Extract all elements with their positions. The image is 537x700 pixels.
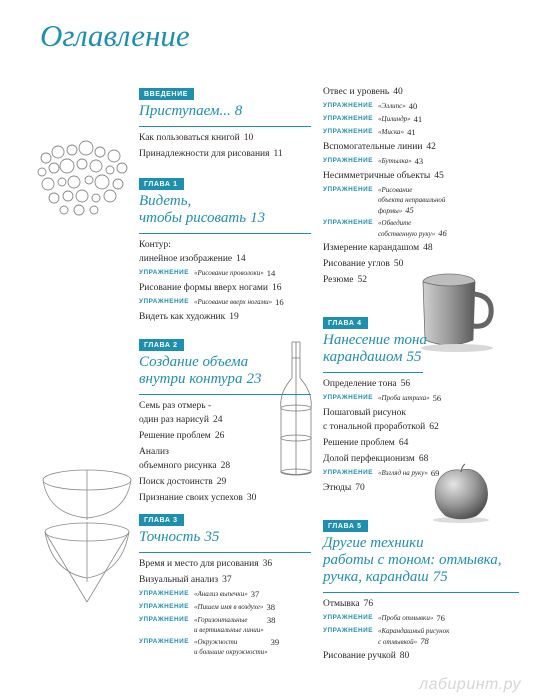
entry-page: 46 — [438, 228, 447, 238]
exercise-entry[interactable] — [323, 613, 519, 624]
chapter-title-link[interactable] — [139, 529, 311, 546]
exercise-label: УПРАЖНЕНИЕ — [323, 614, 374, 621]
entry-text: Решение проблем — [139, 431, 211, 441]
entry-text: с тональной проработкой — [323, 422, 426, 432]
divider — [139, 233, 311, 234]
toc-entry[interactable] — [139, 238, 311, 266]
entry-page: 43 — [414, 156, 424, 166]
chapter-3-continued — [323, 83, 519, 287]
entry-text: Признание своих успехов — [139, 493, 243, 503]
entry-page: 29 — [216, 477, 227, 487]
entry-text: Визуальный анализ — [139, 575, 219, 585]
exercise-text: «Анализ выпечки» — [194, 590, 248, 598]
toc-entry[interactable] — [323, 169, 519, 183]
entry-page: 56 — [400, 379, 411, 389]
entry-text: Измерение карандашом — [323, 243, 420, 253]
exercise-text — [194, 615, 264, 635]
chapter-badge: ГЛАВА 5 — [323, 520, 368, 532]
entry-page: 38 — [266, 615, 276, 625]
toc-entry[interactable] — [323, 85, 519, 99]
chapter-title-line: карандашом — [323, 349, 403, 365]
entry-page: 69 — [430, 468, 440, 478]
toc-entry[interactable] — [139, 131, 311, 145]
exercise-entry[interactable] — [323, 114, 519, 125]
toc-entry[interactable] — [139, 573, 311, 587]
entry-text: Рисование формы вверх ногами — [139, 283, 269, 293]
chapter-title-link[interactable] — [323, 332, 519, 366]
toc-entry[interactable] — [323, 140, 519, 154]
chapter-title-line: Другие техники — [323, 535, 424, 551]
exercise-text: «Взгляд на руку» — [378, 469, 428, 477]
exercise-text-line: и вертикальные линии» — [194, 626, 264, 634]
circles-sketch-icon — [34, 138, 132, 218]
chapter-3-section — [139, 509, 311, 659]
intro-title-link[interactable] — [139, 103, 311, 120]
chapter-badge: ГЛАВА 2 — [139, 339, 184, 351]
exercise-entry[interactable] — [139, 268, 311, 279]
exercise-text-line: «Обведите — [378, 219, 412, 227]
chapter-title-link[interactable] — [139, 193, 311, 227]
entry-page: 64 — [398, 438, 409, 448]
toc-entry[interactable] — [139, 310, 311, 324]
entry-page: 78 — [420, 636, 429, 646]
entry-page: 40 — [393, 87, 403, 97]
entry-page: 14 — [236, 254, 246, 264]
entry-page: 76 — [436, 613, 445, 623]
toc-entry[interactable] — [323, 452, 519, 466]
exercise-text — [378, 626, 449, 647]
entry-page: 62 — [429, 422, 439, 432]
bowl-sketch-icon — [38, 462, 136, 612]
divider — [323, 592, 519, 593]
exercise-text-line: формы» — [378, 207, 403, 215]
exercise-entry[interactable] — [323, 156, 519, 167]
exercise-entry[interactable] — [323, 127, 519, 138]
exercise-text — [378, 218, 447, 239]
chapter-page: 23 — [246, 371, 262, 387]
entry-text: Рисование углов — [323, 259, 390, 269]
exercise-label: УПРАЖНЕНИЕ — [139, 269, 190, 276]
entry-page: 28 — [220, 461, 231, 471]
exercise-text-line: «Горизонтальные — [194, 616, 248, 624]
entry-page: 70 — [355, 483, 365, 493]
entry-text: Семь раз отмерь - — [139, 401, 212, 411]
exercise-text: «Бутылка» — [378, 157, 412, 165]
chapter-title-line: Нанесение тона — [323, 332, 427, 348]
exercise-text: «Цилиндр» — [378, 115, 411, 123]
entry-page: 56 — [432, 393, 442, 403]
page-title: Оглавление — [40, 18, 190, 53]
divider — [323, 372, 423, 373]
divider — [139, 552, 311, 553]
exercise-text: «Эллипс» — [378, 102, 406, 110]
toc-entry[interactable] — [139, 147, 311, 161]
exercise-text: «Проба отмывки» — [378, 614, 434, 622]
entry-page: 16 — [275, 297, 284, 307]
entry-text: Время и место для рисования — [139, 559, 259, 569]
exercise-text: «Миска» — [378, 128, 405, 136]
chapter-title-line: работы с тоном: отмывка, — [323, 552, 502, 568]
exercise-entry[interactable] — [323, 218, 519, 239]
exercise-text-line: объекта неправильной — [378, 196, 446, 204]
toc-entry[interactable] — [323, 377, 519, 391]
entry-page: 41 — [407, 127, 416, 137]
entry-page: 37 — [250, 589, 260, 599]
exercise-label: УПРАЖНЕНИЕ — [323, 102, 374, 109]
entry-text: Резюме — [323, 275, 354, 285]
toc-entry[interactable] — [139, 491, 311, 505]
toc-entry[interactable] — [323, 241, 519, 255]
chapter-5-section — [323, 515, 519, 663]
exercise-text: «Пишем имя в воздухе» — [194, 603, 264, 611]
entry-page: 11 — [273, 149, 283, 159]
chapter-page: 55 — [406, 349, 422, 365]
exercise-entry[interactable] — [139, 637, 311, 657]
toc-entry[interactable] — [323, 436, 519, 450]
toc-entry[interactable] — [323, 273, 519, 287]
entry-text: Анализ — [139, 447, 169, 457]
entry-page: 24 — [213, 415, 223, 425]
exercise-label: УПРАЖНЕНИЕ — [323, 186, 374, 193]
exercise-label: УПРАЖНЕНИЕ — [139, 590, 190, 597]
entry-text: объемного рисунка — [139, 461, 217, 471]
exercise-label: УПРАЖНЕНИЕ — [323, 394, 374, 401]
exercise-text: «Проба штриха» — [378, 394, 430, 402]
exercise-text-line: «Окружности — [194, 638, 238, 646]
entry-page: 26 — [214, 431, 225, 441]
exercise-label: УПРАЖНЕНИЕ — [323, 469, 374, 476]
entry-page: 36 — [262, 559, 273, 569]
entry-text: Видеть как художник — [139, 312, 226, 322]
exercise-label: УПРАЖНЕНИЕ — [139, 298, 190, 305]
intro-title: Приступаем... — [139, 103, 231, 119]
entry-text: Контур: — [139, 240, 171, 250]
entry-text: Определение тона — [323, 379, 397, 389]
exercise-entry[interactable] — [323, 626, 519, 647]
entry-page: 45 — [405, 205, 414, 215]
entry-page: 42 — [426, 142, 436, 152]
divider — [139, 394, 311, 395]
entry-text: Поиск достоинств — [139, 477, 213, 487]
entry-page: 19 — [229, 312, 239, 322]
divider — [139, 126, 311, 127]
exercise-text-line: с отмывкой» — [378, 638, 418, 646]
toc-entry[interactable] — [323, 481, 519, 495]
entry-text: Этюды — [323, 483, 352, 493]
watermark: лабиринт.ру — [419, 676, 521, 693]
toc-entry[interactable] — [323, 597, 519, 611]
exercise-entry[interactable] — [323, 185, 519, 216]
entry-page: 80 — [399, 651, 410, 661]
entry-text: Пошаговый рисунок — [323, 408, 407, 418]
exercise-label: УПРАЖНЕНИЕ — [139, 616, 190, 623]
entry-page: 16 — [272, 283, 282, 293]
entry-text: Принадлежности для рисования — [139, 149, 270, 159]
chapter-title-line: ручка, карандаш — [323, 569, 429, 585]
entry-page: 37 — [222, 575, 232, 585]
entry-page: 38 — [266, 602, 275, 612]
entry-page: 39 — [270, 637, 280, 647]
entry-text: Вспомогательные линии — [323, 142, 423, 152]
exercise-text: «Рисование проволоки» — [194, 269, 264, 277]
exercise-entry[interactable] — [323, 101, 519, 112]
exercise-label: УПРАЖНЕНИЕ — [139, 603, 190, 610]
exercise-text: «Рисование вверх ногами» — [194, 298, 273, 306]
exercise-label: УПРАЖНЕНИЕ — [323, 128, 374, 135]
entry-page: 14 — [266, 268, 276, 278]
entry-text: один раз нарисуй — [139, 415, 210, 425]
toc-entry[interactable] — [323, 257, 519, 271]
entry-page: 76 — [363, 599, 374, 609]
toc-entry[interactable] — [139, 281, 311, 295]
entry-text: Долой перфекционизм — [323, 454, 415, 464]
chapter-page: 35 — [204, 529, 220, 545]
intro-badge: ВВЕДЕНИЕ — [139, 88, 194, 100]
entry-page: 41 — [413, 114, 423, 124]
chapter-page: 75 — [432, 569, 448, 585]
chapter-page: 13 — [250, 210, 266, 226]
chapter-4-section — [323, 312, 519, 495]
entry-text: линейное изображение — [139, 254, 233, 264]
exercise-text — [194, 637, 268, 657]
exercise-label: УПРАЖНЕНИЕ — [323, 627, 374, 634]
chapter-title-link[interactable] — [323, 535, 519, 586]
toc-entry[interactable] — [139, 445, 311, 473]
toc-entry[interactable] — [139, 399, 311, 427]
entry-text: Рисование ручкой — [323, 651, 396, 661]
exercise-label: УПРАЖНЕНИЕ — [323, 157, 374, 164]
entry-page: 10 — [243, 133, 254, 143]
entry-text: Отвес и уровень — [323, 87, 390, 97]
exercise-text-line: собственную руку» — [378, 230, 436, 238]
chapter-title-line: Точность — [139, 529, 201, 545]
exercise-label: УПРАЖНЕНИЕ — [323, 115, 374, 122]
entry-text: Несимметричные объекты — [323, 171, 431, 181]
exercise-text — [378, 185, 445, 216]
intro-section — [139, 83, 311, 161]
chapter-title-line: Видеть, — [139, 193, 192, 209]
chapter-title-line: внутри контура — [139, 371, 243, 387]
toc-entry[interactable] — [139, 475, 311, 489]
exercise-label: УПРАЖНЕНИЕ — [139, 638, 190, 645]
toc-entry[interactable] — [323, 649, 519, 663]
intro-page: 8 — [234, 103, 243, 119]
chapter-1-section — [139, 173, 311, 324]
entry-page: 50 — [393, 259, 404, 269]
entry-page: 68 — [418, 454, 429, 464]
entry-text: Решение проблем — [323, 438, 395, 448]
exercise-entry[interactable] — [139, 602, 311, 613]
chapter-badge: ГЛАВА 1 — [139, 178, 184, 190]
chapter-2-section — [139, 334, 311, 505]
exercise-text-line: «Рисование — [378, 186, 413, 194]
entry-page: 52 — [357, 275, 367, 285]
entry-page: 30 — [246, 493, 257, 503]
entry-text: Отмывка — [323, 599, 360, 609]
toc-entry[interactable] — [139, 429, 311, 443]
chapter-badge: ГЛАВА 4 — [323, 317, 368, 329]
exercise-text-line: и большие окружности» — [194, 648, 268, 656]
chapter-badge: ГЛАВА 3 — [139, 514, 184, 526]
entry-page: 48 — [423, 243, 433, 253]
entry-text: Как пользоваться книгой — [139, 133, 240, 143]
exercise-entry[interactable] — [323, 393, 519, 404]
exercise-entry[interactable] — [139, 297, 311, 308]
toc-entry[interactable] — [323, 406, 519, 434]
exercise-text-line: «Карандашный рисунок — [378, 627, 450, 635]
chapter-title-line: Создание объема — [139, 354, 249, 370]
exercise-entry[interactable] — [139, 589, 311, 600]
chapter-title-link[interactable] — [139, 354, 311, 388]
exercise-entry[interactable] — [139, 615, 311, 635]
entry-page: 45 — [434, 171, 444, 181]
exercise-entry[interactable] — [323, 468, 519, 479]
exercise-label: УПРАЖНЕНИЕ — [323, 219, 374, 226]
toc-entry[interactable] — [139, 557, 311, 571]
entry-page: 40 — [408, 101, 418, 111]
chapter-title-line: чтобы рисовать — [139, 210, 247, 226]
